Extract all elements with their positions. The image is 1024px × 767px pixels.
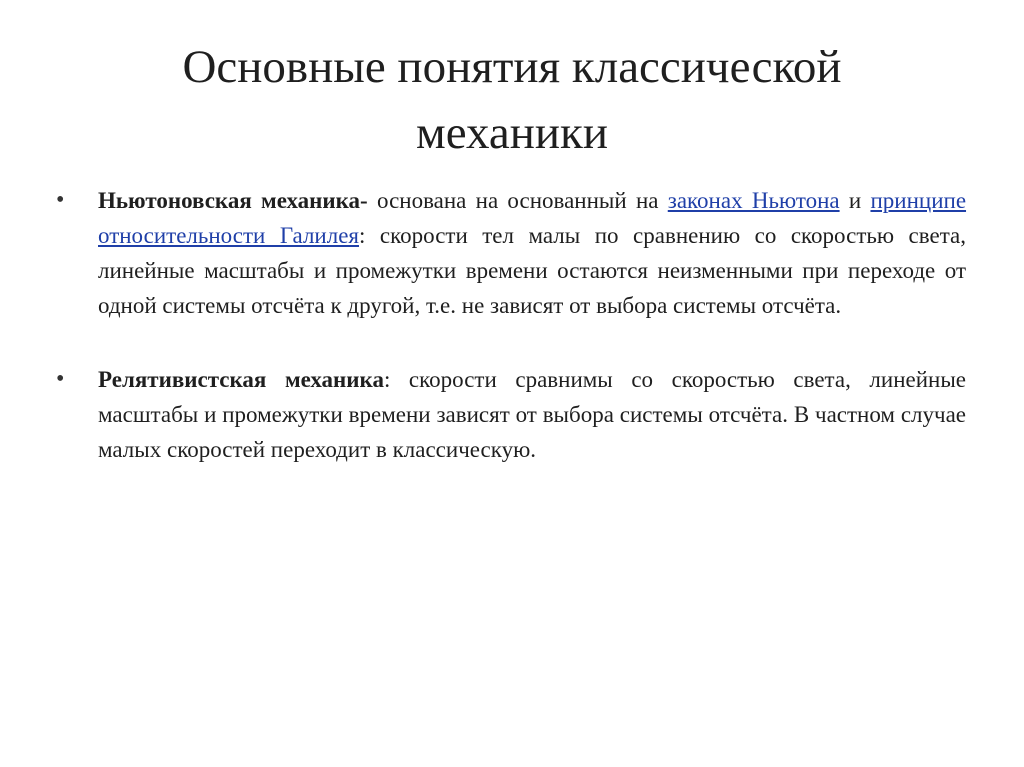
slide-title-line1: Основные понятия классической (182, 41, 842, 93)
link-newton-laws[interactable]: законах Ньютона (667, 188, 840, 213)
bullet-newtonian-mechanics (56, 183, 966, 323)
bullet-list (56, 183, 966, 467)
bullet-dot-icon: • (56, 366, 65, 392)
term-relativistic-mechanics: Релятивистская механика (98, 367, 384, 392)
term-newtonian-mechanics: Ньютоновская механика- (98, 188, 368, 213)
newtonian-text-2: и (839, 188, 871, 213)
slide-title-line2: механики (415, 107, 609, 159)
bullet-relativistic-mechanics (56, 362, 966, 467)
newtonian-text-3: : скорости тел малы по сравнению со скоростью света, линейные масштабы и промежутки времени остаются неизменными при переходе от одной системы отсчёта к другой, т.е. не зависят от выбора системы отсчёта. (98, 223, 966, 318)
link-galilean-relativity[interactable]: принципе относительности Галилея (98, 188, 967, 248)
newtonian-text-1: основана на основанный на (367, 188, 668, 213)
slide-title (60, 34, 964, 166)
relativistic-text-1: : скорости сравнимы со скоростью света, линейные масштабы и промежутки времени зависят от выбора системы отсчёта. В частном случае малых скоростей переходит в классическую. (98, 367, 967, 462)
bullet-dot-icon: • (56, 187, 65, 213)
